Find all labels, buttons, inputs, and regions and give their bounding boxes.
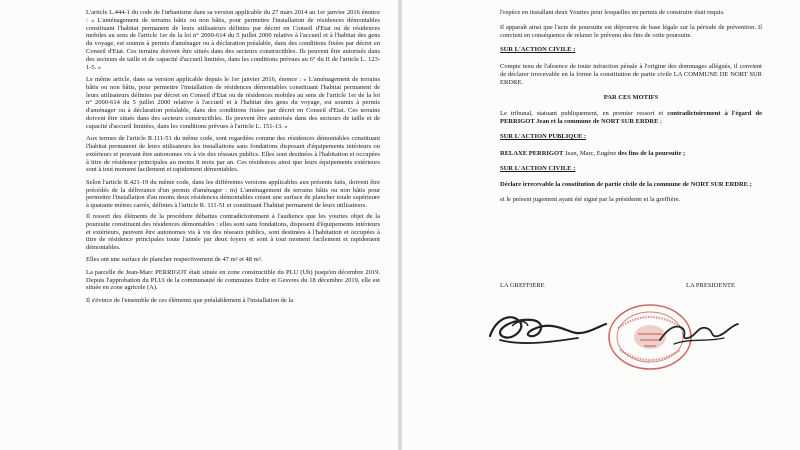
heading-action-civile-2: SUR L'ACTION CIVILE : — [500, 164, 576, 172]
greffiere-signature — [482, 296, 612, 356]
label-presidente: LA PRESIDENTE — [686, 282, 735, 289]
paragraph-surface: Elles ont une surface de plancher respectivement de 47 m² et 48 m². — [86, 256, 263, 264]
tribunal-end: ; — [658, 118, 662, 126]
heading-par-ces-motifs: PAR CES MOTIFS — [603, 93, 659, 101]
right-page-text — [500, 9, 762, 211]
heading-action-civile: SUR L'ACTION CIVILE : — [500, 46, 576, 54]
relaxe-outcome: des fins de la poursuite ; — [617, 149, 686, 157]
paragraph-declare-irrecevable: Déclare irrecevable la constitution de partie civile de la commune de NORT SUR ERDRE ; — [500, 181, 752, 189]
paragraph-article-r111-51: Aux termes de l'article R.111-51 du même code, sont regardées comme des résidences démontables constituant l'habitat permanent de leurs utilisateurs les installations sans fondations disposant d'équipements intérieurs ou extérieurs et pouvant être autonomes vis à vis des réseaux publics. Elles sont destinées à l'habitation et occupées à titre de résidence principales au moins 8 mois par an. Ces résidences ainsi que leurs équipements extérieurs sont à tout moment facilement et rapidement démontables. — [86, 135, 380, 174]
relaxe-firstnames: Jean, Marc, Eugène — [563, 149, 618, 157]
paragraph-same-article-2016: Le même article, dans sa version applicable depuis le 1er janvier 2016, énonce : « L'aménagement de terrains bâtis ou non bâtis, pour permettre l'installation de résidences démontables constituant l'habitat permanent de leurs utilisateurs définies par décret en Conseil d'Etat ou de résidences mobiles au sens de l'article 1er de la loi n° 2000-614 du 5 juillet 2000 relative à l'accueil et à l'habitat des gens du voyage, est soumis à permis d'aménager ou à déclaration préalable, dans des conditions fixées par décret en Conseil d'Etat. Ces terrains doivent être situés dans des secteurs constructibles. Ils peuvent être autorisés dans des secteurs de taille et de capacité d'accueil limitées, dans les conditions prévues à l'article L. 151-13. » — [86, 75, 380, 130]
paragraph-relaxe-prevenu: Il apparaît ainsi que l'acte de poursuite est dépourvu de base légale sur la période de prévention. Il convient en conséquence de relaxer le prévenu des fins de cette poursuite. — [500, 23, 762, 39]
tribunal-text: Le tribunal, statuant publiquement, en premier ressort et — [500, 110, 668, 118]
paragraph-article-r421-19: Selon l'article R.421-19 du même code, dans les différentes versions applicables aux présents faits, doivent être précédés de la délivrance d'un permis d'aménager : m) L'aménagement de terrains bâtis ou non bâtis pour permettre l'installation d'au moins deux résidences démontables créant une surface de plancher totale supérieure à quarante mètres carrés, définies à l'article R. 111-51 et constituant l'habitat permanent de leurs utilisateurs. — [86, 178, 380, 210]
paragraph-jugement-signe: et le présent jugement ayant été signé par la présidente et la greffière. — [500, 196, 681, 204]
label-greffiere: LA GREFFIERE — [500, 282, 545, 289]
left-page-text — [86, 9, 380, 309]
presidente-signature — [654, 298, 744, 358]
paragraph-evince: Il s'évince de l'ensemble de ces éléments que préalablement à l'installation de la — [86, 296, 294, 304]
paragraph-yourtes-findings: Il ressort des éléments de la procédure débattus contradictoirement à l'audience que les yourtes objet de la poursuite constituent des résidences démontables : elles sont sans fondations, disposent d'équipements intérieurs et extérieurs, peuvent être autonomes vis à vis des réseaux publics, sont destinées à l'habitation et occupées à titre de résidence principales toute l'année par deux foyers et sont à tout moment facilement et rapidement démontables. — [86, 212, 380, 252]
tribunal-parties: contradictoirement à l'égard de PERRIGOT Jean et la commune de NORT SUR ERDRE — [500, 110, 762, 126]
paragraph-partie-civile: Compte tenu de l'absence de toute infraction pénale à l'origine des dommages allégués, il convient de déclarer irrecevable en la forme la constitution de partie civile LA COMMUNE DE NORT SUR ERDRE. — [500, 63, 762, 86]
heading-action-publique: SUR L'ACTION PUBLIQUE : — [500, 132, 587, 140]
paragraph-parcelle: La parcelle de Jean-Marc PERRIGOT était située en zone constructible du PLU (Uh) jusqu'en décembre 2019. Depuis l'approbation du PLUi de la communauté de communes Erdre et Gesvres du 18 décembre 2019, elle est située en zone agricole (A). — [86, 268, 380, 292]
relaxe-name: RELAXE PERRIGOT — [500, 149, 564, 157]
paragraph-relaxe — [500, 150, 762, 158]
paragraph-yourtes-permis: l'espèce en installant deux Yourtes pour lesquelles un permis de construire était requis. — [500, 9, 725, 16]
paragraph-tribunal — [500, 110, 762, 126]
paragraph-article-l444-1: L'article L.444-1 du code de l'urbanisme dans sa version applicable du 27 mars 2014 au 1er janvier 2016 énonce : « L'aménagement de terrains bâtis ou non bâtis, pour permettre l'installation de résidences démontables constituant l'habitat permanent de leurs utilisateurs définies par décret en Conseil d'Etat ou de résidences mobiles au sens de l'article 1er de la loi n° 2000-614 du 5 juillet 2000 relative à l'accueil et à l'habitat des gens du voyage, est soumis à permis d'aménager ou à déclaration préalable, dans des conditions fixées par décret en Conseil d'Etat. Ces terrains doivent être situés dans des secteurs constructibles. Ils peuvent être autorisés dans des secteurs de taille et de capacité d'accueil limitées, dans les conditions prévues au 6° du II de l'article L. 123-1-5. » — [86, 9, 380, 71]
